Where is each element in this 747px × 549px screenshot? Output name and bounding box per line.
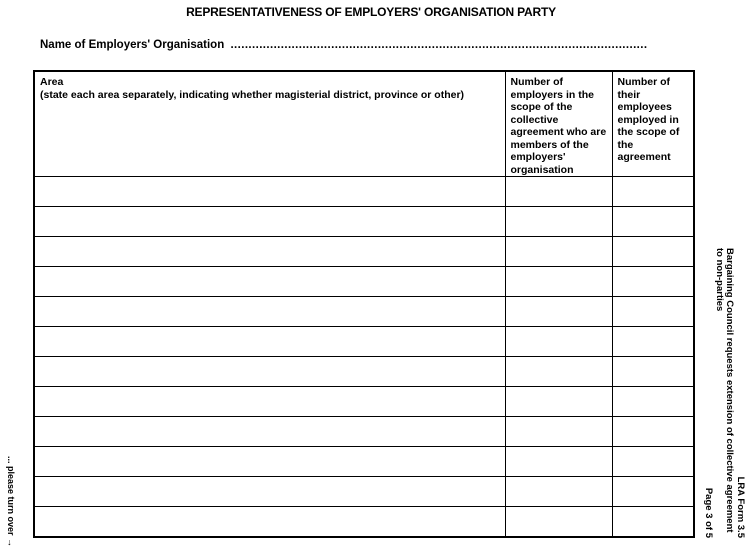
employers-count-cell[interactable] — [505, 327, 612, 357]
table-row — [34, 207, 694, 237]
table-row — [34, 237, 694, 267]
employees-count-cell[interactable] — [612, 417, 694, 447]
area-column-header — [34, 71, 505, 177]
employees-count-cell[interactable] — [612, 447, 694, 477]
area-cell[interactable] — [34, 267, 505, 297]
table-row — [34, 417, 694, 447]
employees-count-cell[interactable] — [612, 507, 694, 538]
employers-count-cell[interactable] — [505, 267, 612, 297]
employers-count-cell[interactable] — [505, 297, 612, 327]
employers-count-column-header: Number of employers in the scope of the collective agreement who are members of the employers' organisation — [505, 71, 612, 177]
area-header-instruction: (state each area separately, indicating whether magisterial district, province or other) — [40, 88, 465, 101]
employers-count-cell[interactable] — [505, 177, 612, 207]
employees-count-cell[interactable] — [612, 327, 694, 357]
employees-count-cell[interactable] — [612, 267, 694, 297]
employees-count-cell[interactable] — [612, 387, 694, 417]
area-cell[interactable] — [34, 387, 505, 417]
turn-over-side-text — [4, 456, 18, 548]
table-row — [34, 387, 694, 417]
employers-count-cell[interactable] — [505, 507, 612, 538]
table-row — [34, 477, 694, 507]
employers-count-cell[interactable] — [505, 387, 612, 417]
employees-count-cell[interactable] — [612, 297, 694, 327]
employers-count-cell[interactable] — [505, 357, 612, 387]
area-cell[interactable] — [34, 417, 505, 447]
table-row — [34, 267, 694, 297]
dotted-fill-line: .................................................................................................................... — [230, 39, 648, 51]
table-row — [34, 177, 694, 207]
page-number: Page 3 of 5 — [703, 487, 715, 538]
area-cell[interactable] — [34, 327, 505, 357]
area-cell[interactable] — [34, 477, 505, 507]
area-cell[interactable] — [34, 297, 505, 327]
area-cell[interactable] — [34, 237, 505, 267]
area-header-label: Area — [40, 76, 64, 88]
employers-count-cell[interactable] — [505, 477, 612, 507]
table-row — [34, 447, 694, 477]
table-row — [34, 327, 694, 357]
employers-count-cell[interactable] — [505, 207, 612, 237]
employees-count-cell[interactable] — [612, 477, 694, 507]
employees-count-cell[interactable] — [612, 357, 694, 387]
employees-count-cell[interactable] — [612, 207, 694, 237]
employees-count-column-header: Number of their employees employed in the scope of the agreement — [612, 71, 694, 177]
table-row — [34, 357, 694, 387]
table-header-row — [34, 71, 694, 177]
area-cell[interactable] — [34, 207, 505, 237]
area-cell[interactable] — [34, 447, 505, 477]
area-cell[interactable] — [34, 357, 505, 387]
form-description: Bargaining Council requests extension of collective agreement to non-parties — [714, 248, 736, 533]
form-title: REPRESENTATIVENESS OF EMPLOYERS' ORGANISATION PARTY — [186, 5, 556, 19]
table-row — [34, 297, 694, 327]
form-number: LRA Form 3.5 — [735, 476, 746, 538]
table-row — [34, 507, 694, 538]
employees-count-cell[interactable] — [612, 177, 694, 207]
employers-count-cell[interactable] — [505, 447, 612, 477]
representativeness-table — [33, 70, 695, 538]
employees-count-cell[interactable] — [612, 237, 694, 267]
area-cell[interactable] — [34, 507, 505, 538]
employers-organisation-label: Name of Employers' Organisation — [40, 39, 225, 51]
employers-organisation-name-field[interactable] — [40, 39, 647, 51]
form-reference-side-text — [705, 248, 747, 538]
turn-over-label: ... please turn over → — [6, 456, 16, 548]
employers-count-cell[interactable] — [505, 237, 612, 267]
area-cell[interactable] — [34, 177, 505, 207]
employers-count-cell[interactable] — [505, 417, 612, 447]
